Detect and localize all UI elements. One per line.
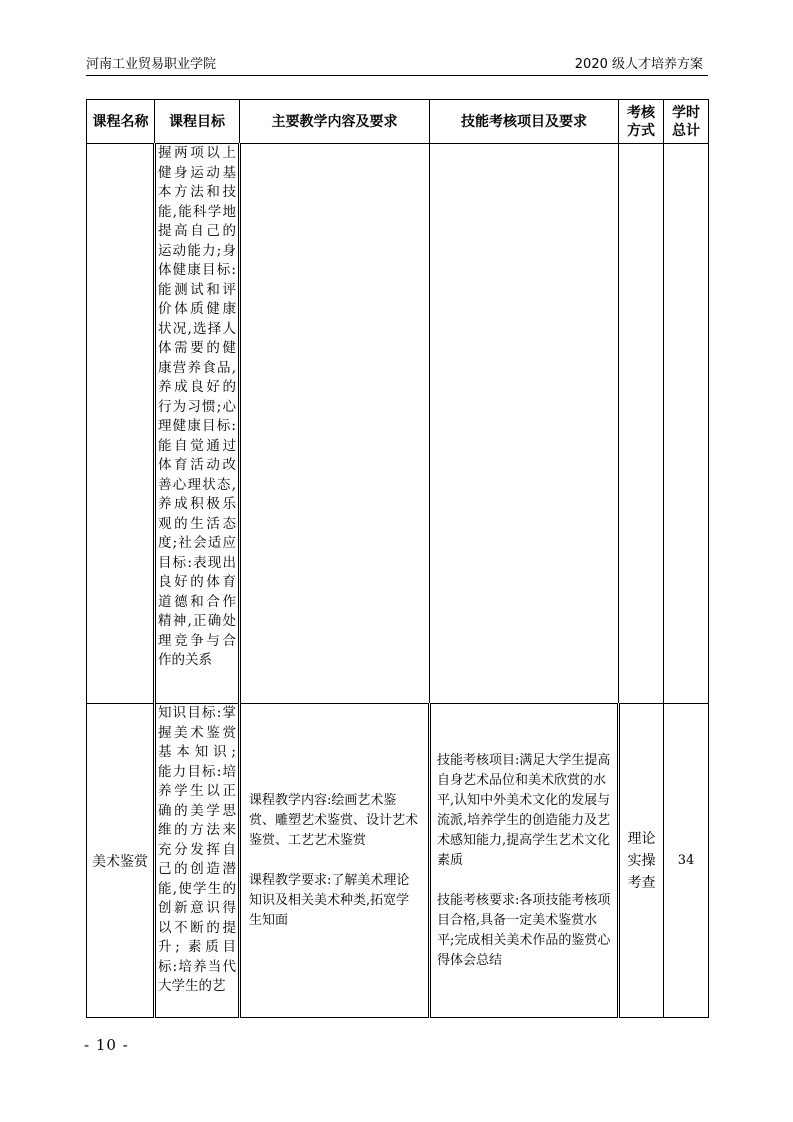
objective-line: 本方法和技 (158, 184, 236, 200)
objective-line: 能,能科学地 (158, 203, 236, 220)
objective-line: 维的方法来 (158, 822, 236, 838)
col-header-assessment (619, 100, 664, 144)
objective-line: 能,使学生的 (158, 880, 236, 897)
objective-text (156, 704, 238, 997)
objective-line: 体育活动改 (158, 457, 236, 473)
objective-line: 充分发挥自 (158, 841, 236, 858)
col-header-assessment-line: 考核 (627, 104, 655, 121)
content-cell (240, 704, 430, 1018)
objective-line: 善心理状态, (158, 476, 236, 493)
skill-cell (430, 144, 619, 704)
objective-line: 养成良好的 (158, 379, 236, 395)
objective-line: 精神,正确处 (158, 613, 236, 629)
objective-line: 能测试和评 (158, 281, 236, 298)
objective-line: 己的创造潜 (158, 861, 236, 877)
col-header-hours-line: 学时 (672, 104, 700, 121)
course-name-cell (87, 144, 155, 704)
assessment-line: 理论 (627, 830, 656, 847)
col-header-hours-line: 总计 (672, 122, 700, 139)
assessment-line: 考查 (627, 874, 656, 891)
content-cell (240, 144, 430, 704)
objective-line: 提高自己的 (158, 223, 236, 239)
col-header-content: 主要教学内容及要求 (240, 100, 430, 144)
objective-line: 体需要的健 (158, 340, 236, 356)
col-header-hours (664, 100, 709, 144)
objective-line: 理竞争与合 (158, 632, 236, 649)
header-document-title: 2020 级人才培养方案 (574, 57, 703, 72)
skill-paragraph: 技能考核要求:各项技能考核项目合格,具备一定美术鉴赏水平;完成相关美术作品的鉴赏心得体会总结 (437, 892, 611, 968)
objective-line: 升; 素质目 (158, 939, 236, 955)
objective-line: 基本知识; (158, 744, 236, 760)
col-header-skill: 技能考核项目及要求 (430, 100, 619, 144)
objective-line: 理健康目标: (158, 418, 236, 434)
header-school-name: 河南工业贸易职业学院 (86, 57, 217, 72)
skill-text (431, 751, 617, 971)
objective-line: 大学生的艺 (158, 978, 226, 994)
objective-cell (155, 704, 240, 1018)
objective-line: 确的美学思 (158, 802, 236, 819)
table-row (87, 144, 709, 704)
objective-line: 度;社会适应 (158, 535, 236, 551)
objective-line: 握美术鉴赏 (158, 724, 236, 741)
objective-line: 养成积极乐 (158, 496, 236, 512)
skill-paragraph: 技能考核项目:满足大学生提高自身艺术品位和美术欣赏的水平,认知中外美术文化的发展与流派,培养学生的创造能力及艺术感知能力,提高学生艺术文化素质 (437, 752, 611, 868)
col-header-course-name: 课程名称 (87, 100, 155, 144)
objective-line: 养学生以正 (158, 783, 236, 799)
hours-cell: 34 (664, 704, 709, 1018)
objective-line: 价体质健康 (158, 301, 236, 317)
objective-line: 行为习惯;心 (158, 398, 236, 415)
col-header-objective: 课程目标 (155, 100, 240, 144)
objective-line: 作的关系 (158, 652, 212, 668)
course-name-cell: 美术鉴赏 (87, 704, 155, 1018)
objective-line: 能自觉通过 (158, 437, 236, 454)
assessment-cell (619, 144, 664, 704)
objective-line: 以不断的提 (158, 919, 236, 936)
objective-line: 标:培养当代 (158, 958, 236, 975)
assessment-line: 实操 (627, 852, 656, 869)
objective-line: 道德和合作 (158, 593, 236, 610)
content-text (241, 791, 428, 931)
skill-cell (430, 704, 619, 1018)
table-row (87, 704, 709, 1018)
objective-line: 康营养食品, (158, 359, 236, 376)
objective-line: 体健康目标: (158, 262, 236, 278)
objective-line: 创新意识得 (158, 900, 236, 916)
course-table (86, 99, 709, 1018)
col-header-assessment-line: 方式 (627, 122, 655, 139)
assessment-cell (619, 704, 664, 1018)
objective-line: 能力目标:培 (158, 763, 236, 780)
objective-line: 健身运动基 (158, 164, 236, 181)
objective-text (156, 144, 238, 671)
objective-line: 握两项以上 (158, 145, 236, 161)
header-rule (86, 75, 708, 76)
objective-cell (155, 144, 240, 704)
objective-line: 目标:表现出 (158, 554, 236, 571)
objective-line: 良好的体育 (158, 574, 236, 590)
objective-line: 状况,选择人 (158, 320, 236, 337)
content-paragraph: 课程教学要求:了解美术理论知识及相关美术种类,拓宽学生知面 (249, 872, 410, 928)
objective-line: 运动能力;身 (158, 242, 236, 259)
objective-line: 知识目标:掌 (158, 705, 236, 721)
page-number: - 10 - (84, 1036, 129, 1054)
hours-cell (664, 144, 709, 704)
objective-line: 观的生活态 (158, 515, 236, 532)
content-paragraph: 课程教学内容:绘画艺术鉴赏、雕塑艺术鉴赏、设计艺术鉴赏、工艺艺术鉴赏 (249, 792, 419, 848)
table-header-row (87, 100, 709, 144)
